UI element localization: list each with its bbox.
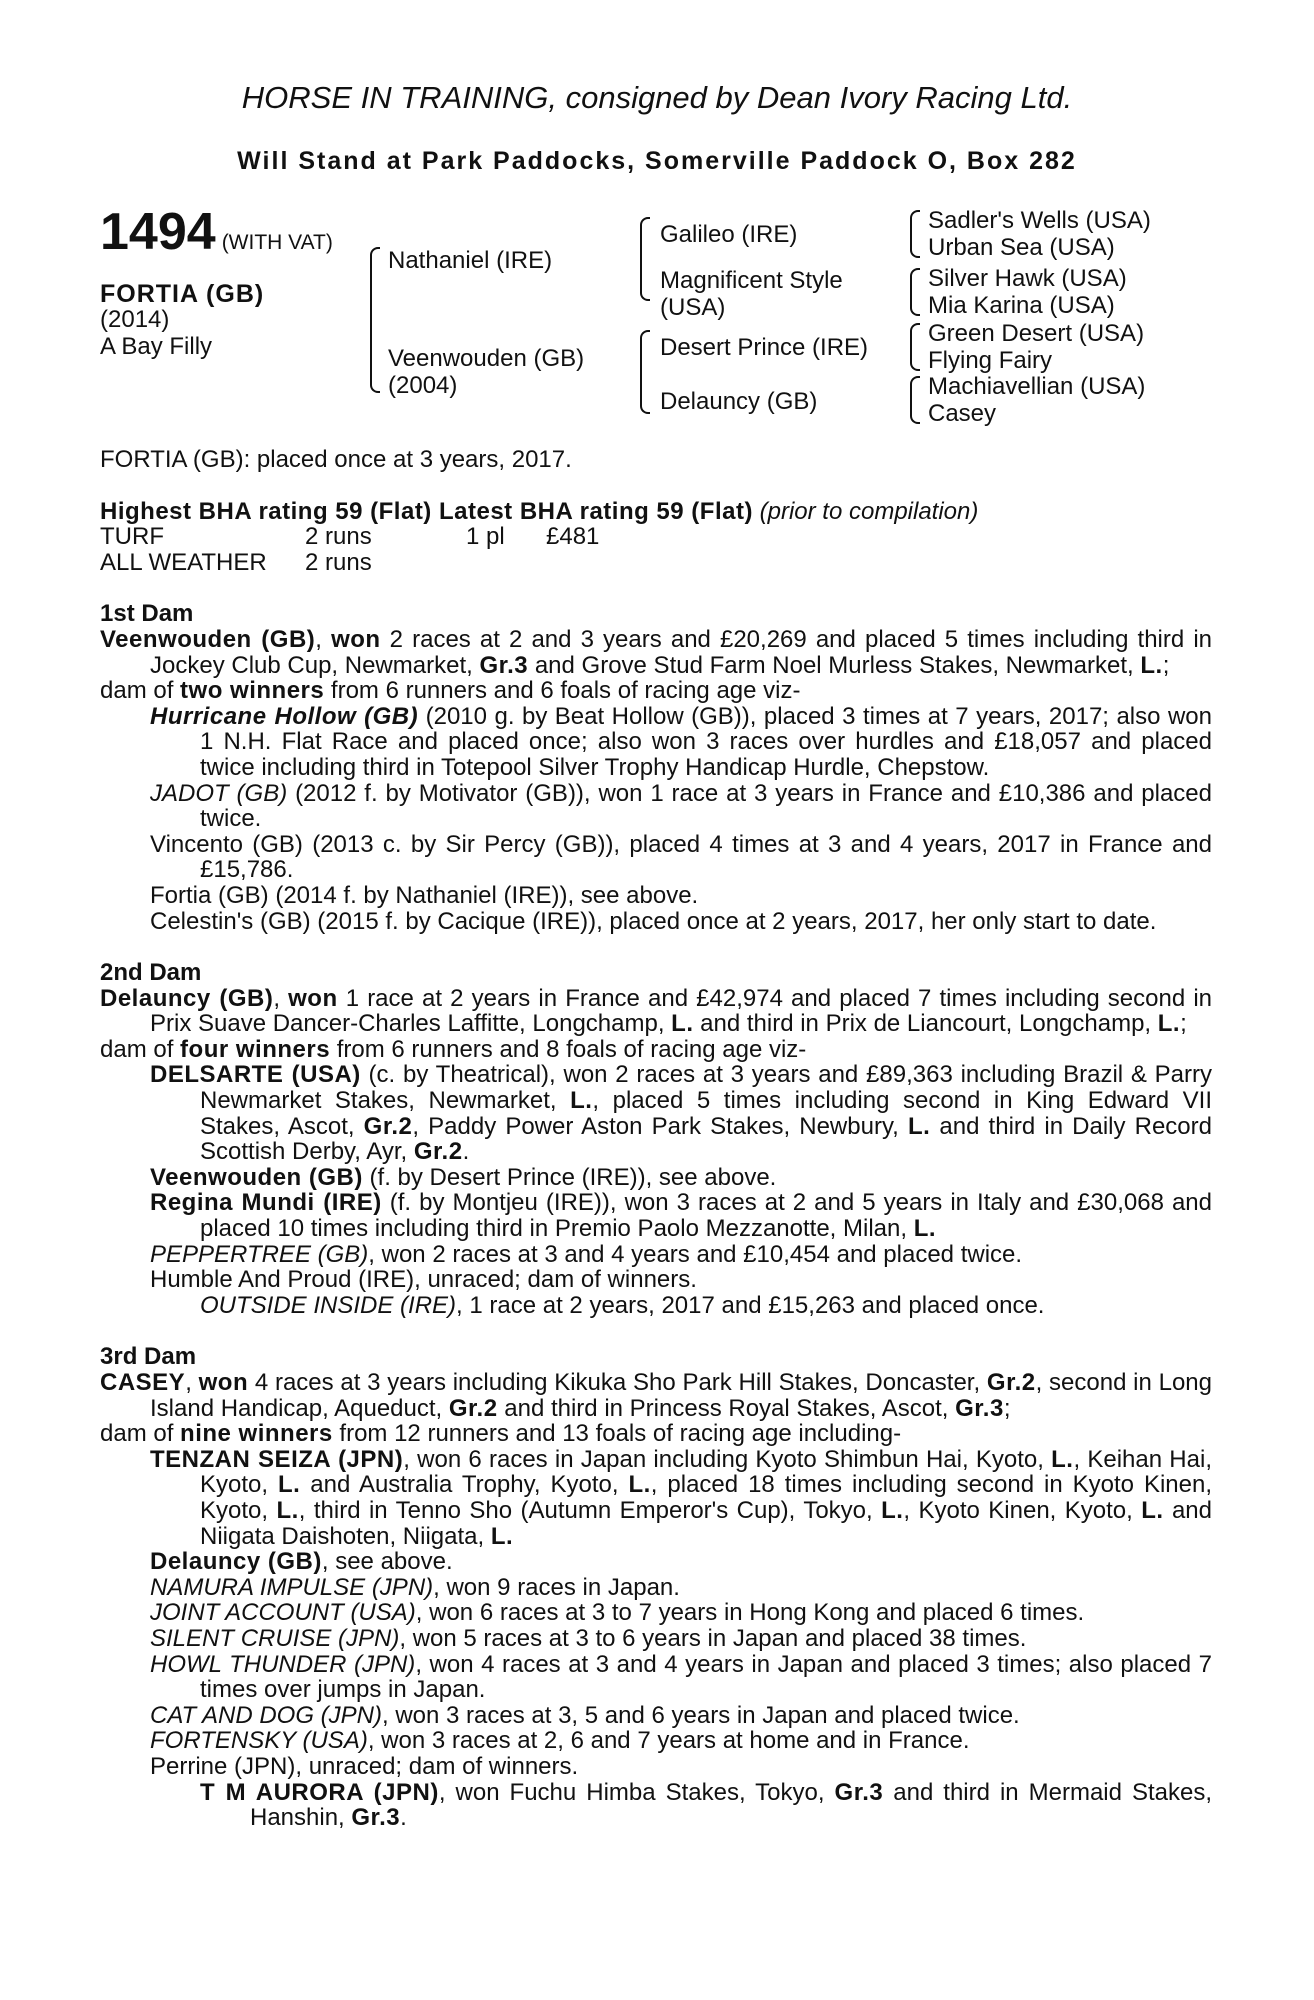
- dam3-p1-g: and Niigata Daishoten, Niigata,: [200, 1496, 1212, 1550]
- consignor-header: HORSE IN TRAINING, consigned by Dean Ivory Racing Ltd.: [241, 80, 1073, 115]
- dam3-damof-rest: from 12 runners and 13 foals of racing age including-: [332, 1420, 902, 1448]
- dam3-p1-e: , third in Tenno Sho (Autumn Emperor's Cup), Tokyo,: [298, 1496, 882, 1524]
- dam2-p1-listed: L.: [570, 1087, 593, 1115]
- dam2-p1-b: , placed 5 times including second in King Edward VII Stakes, Ascot,: [200, 1087, 1212, 1140]
- dam1-damof: dam of: [100, 677, 181, 705]
- dam3-p8-name: FORTENSKY (USA): [150, 1727, 368, 1755]
- vat-note: (WITH VAT): [221, 231, 333, 254]
- dam3-produce-5: [100, 1626, 1212, 1652]
- dam2-p1-a: (c. by Theatrical), won 2 races at 3 years and £89,363 including Brazil & Parry Newmarket Stakes, Newmarket,: [200, 1061, 1212, 1115]
- record-aw-runs: 2 runs: [305, 548, 372, 576]
- stand-location: Will Stand at Park Paddocks, Somerville Paddock O, Box 282: [237, 147, 1077, 175]
- record-aw-label: ALL WEATHER: [100, 548, 267, 576]
- dam2-record: Delauncy (GB), won 1 race at 2 years in France and £42,974 and placed 7 times including second in Prix Suave Dancer-Charles Laffitte, Longchamp, L. and third in Prix de Liancourt, Longchamp, L.;: [100, 984, 1212, 1038]
- horse-name: FORTIA (GB): [100, 280, 265, 308]
- dam3-name: CASEY: [100, 1369, 186, 1396]
- pedigree-sdd: Mia Karina (USA): [928, 292, 1115, 319]
- dam2-p6-text: , 1 race at 2 years, 2017 and £15,263 and placed once.: [456, 1291, 1045, 1319]
- dam2-won: won: [288, 984, 338, 1012]
- dam3-heading: 3rd Dam: [100, 1343, 197, 1371]
- dam3-p1-l5: L.: [881, 1496, 904, 1524]
- dam2-p1-e: .: [462, 1138, 470, 1166]
- race-summary: FORTIA (GB): placed once at 3 years, 2017.: [100, 446, 572, 473]
- pedigree-dam-dam: Delauncy (GB): [660, 388, 818, 415]
- dam2-p1-d: and third in Daily Record Scottish Derby, Ayr,: [200, 1112, 1212, 1166]
- dam3-p10-a: , won Fuchu Himba Stakes, Tokyo,: [438, 1778, 835, 1806]
- record-turf-label: TURF: [100, 523, 164, 551]
- dam3-text3: and third in Princess Royal Stakes, Ascot,: [497, 1394, 956, 1422]
- dam2-damof: dam of: [100, 1035, 181, 1063]
- dam1-winners: two winners: [180, 677, 325, 705]
- dam3-produce-6: [100, 1652, 1212, 1703]
- dam2-p4-text: , won 2 races at 3 and 4 years and £10,454 and placed twice.: [368, 1240, 1023, 1268]
- pedigree-sire-dam-country: (USA): [660, 294, 726, 321]
- dam3-produce-summary: [100, 1421, 1212, 1447]
- dam3-grade3: Gr.3: [955, 1394, 1004, 1422]
- dam2-damof-rest: from 6 runners and 8 foals of racing age viz-: [330, 1035, 807, 1063]
- dam1-produce-5: Celestin's (GB) (2015 f. by Cacique (IRE)), placed once at 2 years, 2017, her only start to date.: [150, 907, 1157, 935]
- dam3-p1-a: , won 6 races in Japan including Kyoto Shimbun Hai, Kyoto,: [403, 1445, 1052, 1473]
- bha-rating-values: Highest BHA rating 59 (Flat) Latest BHA rating 59 (Flat): [100, 497, 753, 525]
- bha-rating-note: (prior to compilation): [759, 497, 979, 525]
- dam3-produce-4: [100, 1600, 1212, 1626]
- dam3-produce-1: [100, 1447, 1212, 1549]
- dam2-produce-3: [100, 1190, 1212, 1241]
- pedigree-ssd: Urban Sea (USA): [928, 234, 1115, 261]
- dam1-produce-4: Fortia (GB) (2014 f. by Nathaniel (IRE)), see above.: [150, 881, 699, 909]
- pedigree-dss: Green Desert (USA): [928, 320, 1145, 347]
- dam3-p1-l1: L.: [1051, 1445, 1074, 1473]
- dam3-damof: dam of: [100, 1420, 181, 1448]
- pedigree-brace-sire: [640, 217, 650, 301]
- horse-year: (2014): [100, 306, 170, 333]
- dam3-p6-text: , won 4 races at 3 and 4 years in Japan and placed 3 times; also placed 7 times over jumps in Japan.: [200, 1650, 1212, 1704]
- dam3-p10-c: .: [400, 1804, 407, 1832]
- dam3-p4-text: , won 6 races at 3 to 7 years in Hong Kong and placed 6 times.: [415, 1599, 1085, 1627]
- dam3-p10-name: T M AURORA (JPN): [200, 1778, 439, 1806]
- dam1-won: won: [331, 625, 381, 653]
- dam2-p6-name: OUTSIDE INSIDE (IRE): [200, 1291, 457, 1319]
- dam2-winners: four winners: [180, 1035, 331, 1063]
- lot-number-value: 1494: [100, 203, 216, 261]
- record-turf-money: £481: [546, 523, 600, 551]
- dam3-produce-2: [100, 1549, 1212, 1575]
- dam2-p2-name: Veenwouden (GB): [150, 1163, 363, 1191]
- dam3-grade2: Gr.2: [448, 1394, 498, 1422]
- dam2-p1-name: DELSARTE (USA): [150, 1061, 361, 1089]
- dam3-p1-d: , placed 18 times including second in Kyoto Kinen, Kyoto,: [200, 1471, 1213, 1524]
- dam3-p1-c: and Australia Trophy, Kyoto,: [300, 1471, 629, 1499]
- dam3-won: won: [198, 1369, 249, 1396]
- dam2-p1-grade: Gr.2: [363, 1112, 413, 1140]
- dam2-p1-grade2: Gr.2: [413, 1138, 463, 1166]
- dam2-listed-2: L.: [1157, 1010, 1181, 1038]
- record-turf: [100, 524, 1212, 550]
- dam3-p3-text: , won 9 races in Japan.: [433, 1573, 680, 1601]
- pedigree-dds: Machiavellian (USA): [928, 373, 1146, 400]
- dam1-heading: 1st Dam: [100, 600, 194, 628]
- bha-rating: [100, 499, 1212, 525]
- dam1-text3: ;: [1162, 651, 1170, 679]
- dam3-p1-l6: L.: [1141, 1496, 1164, 1524]
- pedigree-sds: Silver Hawk (USA): [928, 265, 1127, 292]
- dam2-heading: 2nd Dam: [100, 959, 202, 987]
- dam2-text3: ;: [1180, 1010, 1187, 1038]
- pedigree-dam-sire: Desert Prince (IRE): [660, 334, 869, 361]
- pedigree-sire: Nathaniel (IRE): [388, 247, 553, 274]
- pedigree-brace-main: [370, 247, 380, 393]
- dam3-p1-name: TENZAN SEIZA (JPN): [150, 1445, 404, 1473]
- dam3-p3-name: NAMURA IMPULSE (JPN): [150, 1573, 434, 1601]
- dam3-p8-text: , won 3 races at 2, 6 and 7 years at home and in France.: [367, 1727, 970, 1755]
- dam1-grade: Gr.3: [479, 651, 529, 679]
- dam3-p1-b: , Keihan Hai, Kyoto,: [200, 1445, 1212, 1499]
- catalogue-body: [100, 447, 1212, 1831]
- dam1-produce-3: Vincento (GB) (2013 c. by Sir Percy (GB)), placed 4 times at 3 and 4 years, 2017 in France and £15,786.: [150, 830, 1212, 884]
- pedigree-brace-sd: [910, 268, 920, 316]
- pedigree-ddd: Casey: [928, 400, 997, 427]
- dam3-p10-grade2: Gr.3: [351, 1804, 401, 1832]
- pedigree-sire-dam: Magnificent Style: [660, 267, 843, 294]
- dam3-p7-text: , won 3 races at 3, 5 and 6 years in Japan and placed twice.: [382, 1701, 1020, 1729]
- dam2-p1-c: , Paddy Power Aston Park Stakes, Newbury,: [412, 1112, 908, 1140]
- dam3-p5-text: , won 5 races at 3 to 6 years in Japan and placed 38 times.: [399, 1624, 1027, 1652]
- dam3-p1-l2: L.: [278, 1471, 301, 1499]
- dam3-p5-name: SILENT CRUISE (JPN): [150, 1624, 400, 1652]
- dam2-produce-6: [100, 1293, 1212, 1319]
- dam3-p1-l3: L.: [628, 1471, 651, 1499]
- record-turf-placed: 1 pl: [466, 523, 505, 551]
- dam2-p1-listed2: L.: [907, 1112, 931, 1140]
- dam3-produce-7: [100, 1703, 1212, 1729]
- dam1-p2-text: (2012 f. by Motivator (GB)), won 1 race at 3 years in France and £10,386 and placed twice.: [200, 779, 1212, 833]
- dam2-p2-text: (f. by Desert Prince (IRE)), see above.: [362, 1163, 777, 1191]
- dam3-text4: ;: [1003, 1394, 1011, 1422]
- dam2-p4-name: PEPPERTREE (GB): [150, 1240, 369, 1268]
- dam2-name: Delauncy (GB): [100, 984, 274, 1012]
- horse-description: A Bay Filly: [100, 333, 213, 360]
- dam3-p4-name: JOINT ACCOUNT (USA): [150, 1599, 416, 1627]
- pedigree-sss: Sadler's Wells (USA): [928, 207, 1151, 234]
- dam2-p3-name: Regina Mundi (IRE): [150, 1189, 382, 1217]
- dam2-produce-summary: [100, 1037, 1212, 1063]
- dam1-p1-text: (2010 g. by Beat Hollow (GB)), placed 3 times at 7 years, 2017; also won 1 N.H. Flat Race and placed once; also won 3 races over hurdles and £18,057 and placed twice including third in Totepool Silver Trophy Handicap Hurdle, Chepstow.: [200, 702, 1212, 781]
- dam3-p1-l4: L.: [276, 1496, 299, 1524]
- pedigree-sire-sire: Galileo (IRE): [660, 221, 798, 248]
- dam1-produce-2: [100, 781, 1212, 832]
- dam1-produce-summary: [100, 678, 1212, 704]
- dam2-p3-listed: L.: [913, 1215, 937, 1243]
- pedigree-dam: Veenwouden (GB): [388, 345, 585, 372]
- dam3-p2-text: , see above.: [321, 1548, 453, 1576]
- dam3-produce-10: [100, 1780, 1212, 1831]
- dam3-produce-3: [100, 1575, 1212, 1601]
- dam1-record: Veenwouden (GB), won 2 races at 2 and 3 years and £20,269 and placed 5 times including third in Jockey Club Cup, Newmarket, Gr.3 and Grove Stud Farm Noel Murless Stakes, Newmarket, L.;: [100, 625, 1212, 679]
- dam2-p3-text: (f. by Montjeu (IRE)), won 3 races at 2 and 5 years in Italy and £30,068 and placed 10 times including third in Premio Paolo Mezzanotte, Milan,: [200, 1189, 1213, 1243]
- pedigree-dam-year: (2004): [388, 372, 458, 399]
- pedigree-dsd: Flying Fairy: [928, 347, 1053, 374]
- dam1-text: 2 races at 2 and 3 years and £20,269 and placed 5 times including third in Jockey Club Cup, Newmarket,: [150, 625, 1212, 679]
- record-turf-runs: 2 runs: [305, 523, 372, 551]
- dam1-p2-name: JADOT (GB): [150, 779, 288, 807]
- dam3-winners: nine winners: [180, 1420, 333, 1448]
- dam1-produce-1: [100, 704, 1212, 781]
- dam2-text: 1 race at 2 years in France and £42,974 and placed 7 times including second in Prix Suave Dancer-Charles Laffitte, Longchamp,: [150, 984, 1212, 1038]
- dam3-p10-b: and third in Mermaid Stakes, Hanshin,: [250, 1778, 1213, 1832]
- dam1-name: Veenwouden (GB): [100, 625, 316, 653]
- pedigree-brace-dam: [640, 330, 650, 414]
- dam2-listed-1: L.: [671, 1010, 694, 1038]
- dam3-p10-grade: Gr.3: [834, 1778, 884, 1806]
- lot-number: [100, 205, 333, 270]
- dam3-produce-8: [100, 1728, 1212, 1754]
- dam2-produce-2: [100, 1165, 1212, 1191]
- dam3-text2: , second in Long Island Handicap, Aqueduct,: [150, 1369, 1212, 1422]
- dam3-p2-name: Delauncy (GB): [150, 1548, 322, 1576]
- dam2-produce-5: Humble And Proud (IRE), unraced; dam of winners.: [150, 1266, 697, 1294]
- pedigree-brace-ss: [910, 210, 920, 258]
- dam3-p6-name: HOWL THUNDER (JPN): [150, 1650, 416, 1678]
- record-all-weather: [100, 550, 1212, 576]
- dam2-text2: and third in Prix de Liancourt, Longchamp,: [693, 1010, 1158, 1038]
- pedigree-brace-dd: [910, 376, 920, 424]
- dam3-p7-name: CAT AND DOG (JPN): [150, 1701, 382, 1729]
- dam3-text: 4 races at 3 years including Kikuka Sho Park Hill Stakes, Doncaster,: [248, 1369, 987, 1396]
- pedigree-brace-ds: [910, 323, 920, 371]
- dam2-produce-4: [100, 1242, 1212, 1268]
- dam3-p1-f: , Kyoto Kinen, Kyoto,: [903, 1496, 1142, 1524]
- dam2-produce-1: [100, 1062, 1212, 1164]
- dam1-text2: and Grove Stud Farm Noel Murless Stakes, Newmarket,: [528, 651, 1141, 679]
- dam1-p1-name: Hurricane Hollow (GB): [150, 702, 419, 730]
- dam1-damof-rest: from 6 runners and 6 foals of racing age viz-: [324, 677, 801, 705]
- dam3-grade: Gr.2: [986, 1369, 1036, 1396]
- dam1-listed: L.: [1140, 651, 1163, 679]
- dam3-produce-9: Perrine (JPN), unraced; dam of winners.: [150, 1752, 579, 1780]
- dam3-p1-l7: L.: [490, 1522, 514, 1550]
- dam3-record: CASEY, won 4 races at 3 years including Kikuka Sho Park Hill Stakes, Doncaster, Gr.2, second in Long Island Handicap, Aqueduct, Gr.2 and third in Princess Royal Stakes, Ascot, Gr.3;: [100, 1369, 1212, 1422]
